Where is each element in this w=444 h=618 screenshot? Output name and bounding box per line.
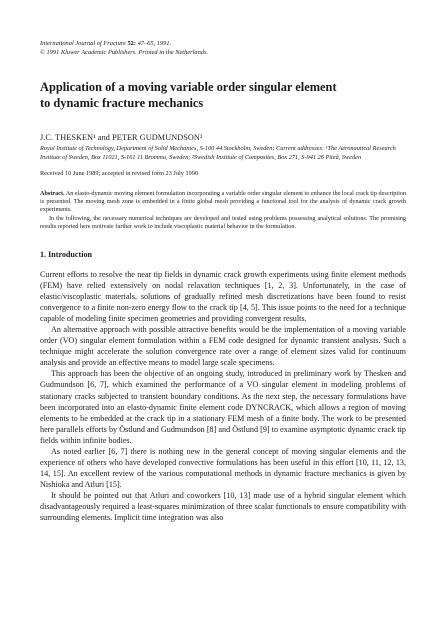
body-paragraph: This approach has been the objective of an ongoing study, introduced in preliminary work by Thesken and Gudmundson [6, 7], which examined the performance of a VO singular element in modeling problems of stationary cracks subjected to transient boundary conditions. As the next step, the necessary formulations have been incorporated into an elasto-dynamic finite element code DYNCRACK, which allows a region of moving elements to be embedded at the crack tip in a stationary FEM mesh of a finite body. The work to be presented here parallels efforts by Östlund and Gudmundson [8] and Östlund [9] to examine asymptotic dynamic crack tip fields within infinite bodies. bbox=[40, 369, 406, 445]
abstract-paragraph-2: In the following, the necessary numerical techniques are developed and tested using problems possessing analytical solutions. The promising results reported here motivate further work to include viscoplastic material behavior in the formulation. bbox=[40, 214, 406, 230]
journal-header bbox=[40, 40, 406, 57]
journal-name: International Journal of Fracture bbox=[40, 40, 126, 47]
journal-volume: 52: bbox=[127, 40, 136, 47]
author-affiliation: Royal Institute of Technology, Department of Solid Mechanics, S-100 44 Stockholm, Sweden; Current addresses: ¹The Aeronautical Research Institute of Sweden, Box 11021, S-161 11 Bromma, Sweden; ²Swedish Institute of Composites, Box 271, S-941 26 Piteå, Sweden bbox=[40, 145, 396, 161]
body-paragraph: Current efforts to resolve the near tip fields in dynamic crack growth experiments using finite element methods (FEM) have relied extensively on nodal relaxation techniques [1, 2, 3]. Unfortunately, in the case of elastic/viscoplastic materials, solutions of gradually refined mesh discretizations have been found to resist convergence to a finite non-zero energy flow to the crack tip [4, 5]. This issue points to the need for a technique capable of modeling finite specimen geometries and providing convergent results. bbox=[40, 270, 406, 324]
body-paragraph: It should be pointed out that Atluri and coworkers [10, 13] made use of a hybrid singular element which disadvantageously required a least-squares minimization of three scalar functionals to ensure compatibility with surrounding elements. Implicit time integration was also bbox=[40, 490, 406, 523]
abstract-paragraph-1 bbox=[40, 190, 406, 215]
article-page bbox=[40, 40, 406, 523]
abstract-text-1: An elasto-dynamic moving element formulation incorporating a variable order singular element to enhance the local crack tip description is presented. The moving mesh zone is embedded in a finite global mesh providing a functional tool for the analysis of dynamic crack growth experiments. bbox=[40, 190, 406, 214]
section-body bbox=[40, 269, 406, 523]
copyright-line: © 1991 Kluwer Academic Publishers. Printed in the Netherlands. bbox=[40, 48, 209, 56]
abstract bbox=[40, 190, 406, 231]
body-paragraph: An alternative approach with possible attractive benefits would be the implementation of a moving variable order (VO) singular element formulation within a FEM code designed for dynamic transient analysis. Such a technique might accelerate the solution convergence rate over a range of element sizes valid for continuum analysis and provide an effective means to model large scale specimens. bbox=[40, 325, 406, 368]
journal-pages: 47–65, 1991. bbox=[137, 40, 172, 47]
body-paragraph: As noted earlier [6, 7] there is nothing new in the general concept of moving singular elements and the experience of others who have developed convective formulations has been useful in this effort [10, 11, 12, 13, 14, 15]. An excellent review of the various computational methods in dynamic fracture mechanics is given by Nishioka and Atluri [15]. bbox=[40, 446, 406, 489]
title-line-2: to dynamic fracture mechanics bbox=[40, 95, 204, 110]
received-date: Received 10 June 1989; accepted in revised form 23 July 1990 bbox=[40, 170, 199, 177]
abstract-label: Abstract. bbox=[40, 190, 65, 197]
section-heading: 1. Introduction bbox=[40, 250, 93, 260]
journal-citation bbox=[40, 40, 406, 49]
title-line-1: Application of a moving variable order singular element bbox=[40, 80, 337, 95]
author-list: J.C. THESKEN¹ and PETER GUDMUNDSON² bbox=[40, 133, 203, 143]
article-title bbox=[40, 80, 406, 111]
